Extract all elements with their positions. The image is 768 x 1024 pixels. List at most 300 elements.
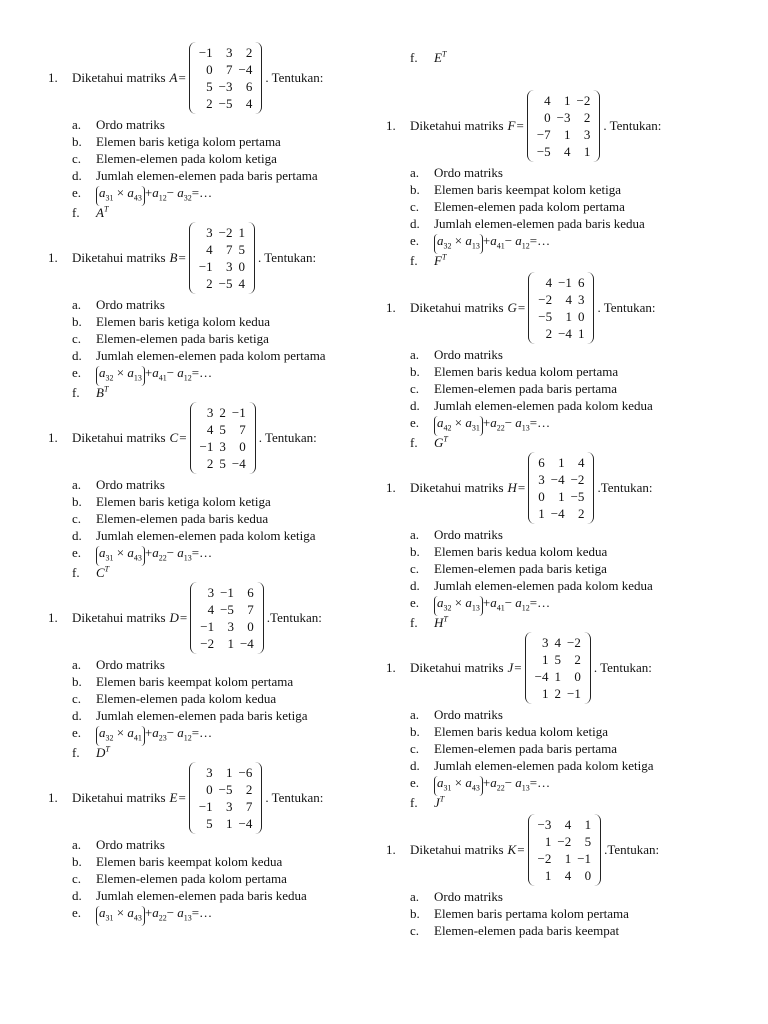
problem-e [48,760,323,921]
question-item [386,414,656,431]
matrix-row [535,325,587,342]
element-symbol: a [490,233,497,248]
element-index: 32 [105,373,114,383]
matrix-row [197,618,257,635]
minus-sign: − [166,545,178,560]
question-item [386,181,661,198]
question-item [48,116,323,133]
element-symbol: a [99,365,106,380]
plus-sign: + [482,233,491,248]
plus-sign: + [144,905,153,920]
problem-number: 1. [386,842,396,857]
question-text: Elemen baris kedua kolom ketiga [434,724,609,739]
transpose-superscript: T [104,565,110,574]
element-symbol: a [152,545,159,560]
matrix-cell: −1 [558,275,572,290]
question-item [386,611,653,631]
matrix-cell: 1 [538,506,545,521]
tentukan-label: . Tentukan: [593,660,652,675]
matrix-cell: 6 [577,275,585,290]
matrix-name: E [169,790,178,805]
matrix-cell: −4 [534,669,549,684]
question-label: c. [410,561,420,576]
matrix-cell: −4 [558,326,572,341]
question-item [48,656,322,673]
matrix-cell: 4 [564,144,571,159]
matrix-row [196,815,256,832]
matrix-table [535,816,595,884]
matrix-cell: 1 [544,868,552,883]
matrix-cell: −4 [550,506,565,521]
matrix-c [190,402,256,474]
matrix-cell: −1 [577,851,592,866]
question-item [48,561,317,581]
question-label: e. [410,595,420,610]
matrix-cell: −2 [576,93,591,108]
expression-result: =… [529,595,551,610]
expression-result: =… [191,725,213,740]
question-text: Jumlah elemen-elemen pada kolom ketiga [434,758,654,773]
equals-sign: = [178,70,186,85]
matrix-cell: 3 [219,439,226,454]
transpose-expression [96,745,110,760]
question-item [48,133,323,150]
plus-sign: + [144,365,153,380]
minus-sign: − [504,775,516,790]
matrix-row [197,455,249,472]
question-text: Elemen baris ketiga kolom ketiga [96,494,271,509]
problem-header [386,88,661,164]
matrix-cell: 2 [554,686,561,701]
element-index: 32 [443,603,452,613]
matrix-row [534,109,594,126]
matrix-cell: 7 [247,602,254,617]
question-text: Elemen baris ketiga kolom kedua [96,314,271,329]
tentukan-label: . Tentukan: [603,118,662,133]
matrix-cell: −1 [220,585,234,600]
minus-sign: − [504,415,516,430]
question-label: a. [410,707,420,722]
element-index: 13 [183,553,192,563]
question-item [48,527,317,544]
element-index: 43 [133,913,142,923]
question-label: c. [72,511,82,526]
matrix-row [532,651,584,668]
matrix-cell: −5 [218,276,233,291]
matrix-name: F [507,118,516,133]
matrix-cell: −4 [238,62,253,77]
question-label: c. [72,691,82,706]
matrix-name: B [169,250,178,265]
matrix-cell: 0 [239,439,246,454]
element-symbol: a [127,185,134,200]
element-index: 23 [158,733,167,743]
matrix-cell: −5 [538,309,553,324]
transpose-superscript: T [103,205,109,214]
transpose-expression [96,565,109,580]
question-expression [96,905,213,923]
question-label: b. [72,314,82,329]
question-item [48,707,322,724]
times-sign: × [113,545,128,560]
question-item [48,330,326,347]
element-index: 42 [443,423,452,433]
equals-sign: = [179,610,188,625]
times-sign: × [113,185,128,200]
question-text: Jumlah elemen-elemen pada baris pertama [96,168,318,183]
matrix-cell: 1 [541,652,549,667]
question-text: Elemen baris kedua kolom pertama [434,364,619,379]
element-index: 22 [496,423,505,433]
element-symbol: a [99,905,106,920]
question-label: b. [410,906,420,921]
question-text: Ordo matriks [434,889,503,904]
matrix-row [535,850,595,867]
problem-header [48,220,326,296]
question-list [386,346,656,451]
question-label: c. [410,199,420,214]
matrix-cell: 4 [238,276,245,291]
matrix-cell: −7 [536,127,551,142]
plus-sign: + [144,545,153,560]
expression-result: =… [191,365,213,380]
matrix-cell: 3 [583,127,591,142]
matrix-cell: 1 [583,144,591,159]
question-text: Elemen baris kedua kolom kedua [434,544,608,559]
question-list [386,706,654,811]
question-text: Ordo matriks [434,347,503,362]
question-text: Elemen-elemen pada baris keempat [434,923,620,938]
question-item [386,380,656,397]
matrix-cell: 1 [564,127,571,142]
matrix-cell: 5 [219,422,226,437]
question-text: Jumlah elemen-elemen pada kolom kedua [434,398,653,413]
matrix-cell: 3 [226,45,233,60]
question-expression [434,775,551,793]
question-item [386,46,447,66]
question-label: a. [410,527,420,542]
equals-sign: = [179,430,187,445]
matrix-cell: 1 [226,816,233,831]
expression-result: =… [529,233,551,248]
matrix-cell: −2 [570,472,585,487]
element-symbol: a [515,233,522,248]
question-text: Ordo matriks [96,837,165,852]
question-label: e. [72,725,82,740]
question-label: b. [410,364,420,379]
matrix-cell: 2 [206,456,214,471]
problem-k [386,812,659,939]
matrix-cell: −4 [238,816,253,831]
element-symbol: a [437,775,444,790]
element-index: 32 [105,733,114,743]
transpose-matrix: J [434,795,440,811]
element-symbol: a [437,415,444,430]
question-item [386,249,661,269]
matrix-row [197,421,249,438]
question-item [48,201,323,221]
matrix-cell: 1 [564,93,571,108]
element-index: 13 [521,423,530,433]
matrix-cell: −4 [231,456,246,471]
question-label: b. [72,674,82,689]
matrix-cell: 1 [544,834,552,849]
problem-h [386,450,653,631]
equals-sign: = [178,790,186,805]
element-index: 31 [471,423,480,433]
question-label: d. [72,348,82,363]
matrix-row [196,781,256,798]
matrix-cell: −3 [218,79,233,94]
question-label: d. [410,758,420,773]
question-expression [434,595,551,613]
plus-sign: + [144,185,153,200]
transpose-matrix: E [434,50,442,66]
question-text: Elemen-elemen pada baris pertama [434,381,617,396]
matrix-row [535,867,595,884]
element-index: 12 [183,733,192,743]
problem-intro: Diketahui matriks [72,610,166,625]
problem-intro: Diketahui matriks [72,70,166,85]
matrix-cell: 3 [538,472,545,487]
question-label: d. [72,528,82,543]
transpose-superscript: T [441,50,447,59]
expression-result: =… [191,545,213,560]
question-item [48,673,322,690]
transpose-matrix: F [434,253,442,269]
problem-intro: Diketahui matriks [410,660,504,675]
expression-result: =… [191,185,213,200]
matrix-row [535,833,595,850]
matrix-cell: 1 [554,669,561,684]
element-symbol: a [465,775,472,790]
question-label: f. [72,205,80,221]
problem-c [48,400,317,581]
element-index: 13 [471,241,480,251]
transpose-expression [434,795,444,810]
equals-sign: = [514,660,522,675]
tentukan-label: .Tentukan: [604,842,660,857]
problem-header [48,760,323,836]
question-label: a. [72,477,82,492]
equals-sign: = [517,842,525,857]
matrix-row [532,634,584,651]
matrix-cell: −5 [218,782,233,797]
matrix-row [535,308,587,325]
question-item [48,690,322,707]
problem-header [48,400,317,476]
matrix-cell: 2 [206,276,213,291]
matrix-row [196,241,248,258]
question-item [48,870,323,887]
question-label: f. [410,615,418,631]
question-text: Elemen-elemen pada kolom ketiga [96,151,277,166]
matrix-cell: −1 [199,439,214,454]
question-item [386,922,659,939]
element-index: 13 [183,913,192,923]
element-symbol: a [152,185,159,200]
matrix-cell: 0 [206,782,213,797]
question-expression [96,725,213,743]
question-label: b. [410,724,420,739]
matrix-cell: 2 [583,110,591,125]
matrix-cell: 0 [574,669,581,684]
problem-intro: Diketahui matriks [410,118,504,133]
element-symbol: a [465,415,472,430]
problem-number: 1. [48,790,58,805]
matrix-cell: 1 [541,686,549,701]
question-label: e. [410,415,420,430]
matrix-cell: −1 [200,619,215,634]
question-label: b. [410,182,420,197]
question-text: Elemen baris ketiga kolom pertama [96,134,281,149]
matrix-cell: 3 [207,585,215,600]
question-label: e. [72,905,82,920]
question-text: Elemen-elemen pada baris ketiga [96,331,269,346]
matrix-row [532,685,584,702]
matrix-cell: 1 [577,326,585,341]
matrix-cell: −2 [566,635,581,650]
matrix-cell: 7 [226,62,233,77]
transpose-matrix: C [96,565,105,581]
matrix-cell: 2 [577,506,585,521]
problem-b [48,220,326,401]
question-item [386,577,653,594]
question-item [48,887,323,904]
question-label: d. [410,578,420,593]
element-symbol: a [515,415,522,430]
question-expression [96,185,213,203]
problem-intro: Diketahui matriks [410,480,504,495]
problem-a [48,40,324,221]
matrix-table [196,224,248,292]
element-index: 22 [496,783,505,793]
element-index: 41 [158,373,167,383]
matrix-cell: 4 [206,422,214,437]
question-item [386,232,661,249]
matrix-row [532,668,584,685]
matrix-cell: −1 [198,45,213,60]
tentukan-label: . Tentukan: [265,70,324,85]
question-label: d. [410,398,420,413]
question-item [48,347,326,364]
element-index: 41 [496,603,505,613]
matrix-row [535,488,587,505]
element-symbol: a [515,775,522,790]
matrix-name: C [169,430,179,445]
question-label: f. [410,435,418,451]
problem-intro: Diketahui matriks [410,300,504,315]
element-symbol: a [152,725,159,740]
question-text: Ordo matriks [96,657,165,672]
problem-intro: Diketahui matriks [410,842,504,857]
matrix-g [528,272,594,344]
matrix-cell: 3 [577,292,585,307]
carryover-item [386,46,447,66]
transpose-expression [96,205,108,220]
matrix-cell: 7 [239,422,246,437]
matrix-cell: 4 [564,817,572,832]
element-symbol: a [437,595,444,610]
element-index: 12 [158,193,167,203]
question-item [48,904,323,921]
question-item [386,164,661,181]
question-text: Elemen-elemen pada baris pertama [434,741,617,756]
question-label: d. [72,168,82,183]
matrix-row [535,471,587,488]
minus-sign: − [166,725,178,740]
tentukan-label: .Tentukan: [266,610,322,625]
matrix-table [197,404,249,472]
problem-header [48,580,322,656]
question-expression [96,545,213,563]
matrix-cell: 2 [206,96,213,111]
matrix-cell: 4 [544,93,551,108]
matrix-table [534,92,594,160]
element-symbol: a [177,725,184,740]
matrix-row [196,95,256,112]
matrix-cell: 0 [577,309,585,324]
question-item [386,397,656,414]
matrix-b [189,222,255,294]
question-item [386,543,653,560]
transpose-superscript: T [443,615,448,624]
matrix-cell: −3 [556,110,571,125]
matrix-name: D [169,610,179,625]
matrix-cell: 3 [226,799,233,814]
question-item [48,167,323,184]
tentukan-label: .Tentukan: [597,480,653,495]
question-label: b. [72,494,82,509]
matrix-cell: −1 [231,405,246,420]
matrix-cell: 2 [245,45,253,60]
question-list [386,46,447,66]
tentukan-label: . Tentukan: [258,250,317,265]
transpose-expression [434,435,448,450]
question-list [48,476,317,581]
question-text: Elemen-elemen pada kolom pertama [96,871,287,886]
question-expression [434,415,551,433]
times-sign: × [113,905,128,920]
element-symbol: a [177,905,184,920]
equals-sign: = [178,250,186,265]
matrix-row [534,126,594,143]
times-sign: × [113,725,128,740]
matrix-row [534,92,594,109]
matrix-row [535,274,587,291]
matrix-row [196,78,256,95]
problem-intro: Diketahui matriks [72,250,166,265]
matrix-cell: 4 [564,868,572,883]
matrix-cell: 3 [206,405,214,420]
question-label: c. [410,741,420,756]
question-text: Ordo matriks [434,527,503,542]
question-item [48,493,317,510]
matrix-cell: −5 [570,489,585,504]
matrix-row [196,44,256,61]
question-item [48,150,323,167]
matrix-cell: −5 [218,96,233,111]
matrix-j [525,632,591,704]
expression-result: =… [191,905,213,920]
transpose-superscript: T [443,435,448,444]
problem-header [386,812,659,888]
question-item [48,184,323,201]
matrix-cell: 6 [245,79,253,94]
times-sign: × [113,365,128,380]
question-text: Jumlah elemen-elemen pada baris kedua [96,888,307,903]
matrix-cell: 1 [227,636,234,651]
